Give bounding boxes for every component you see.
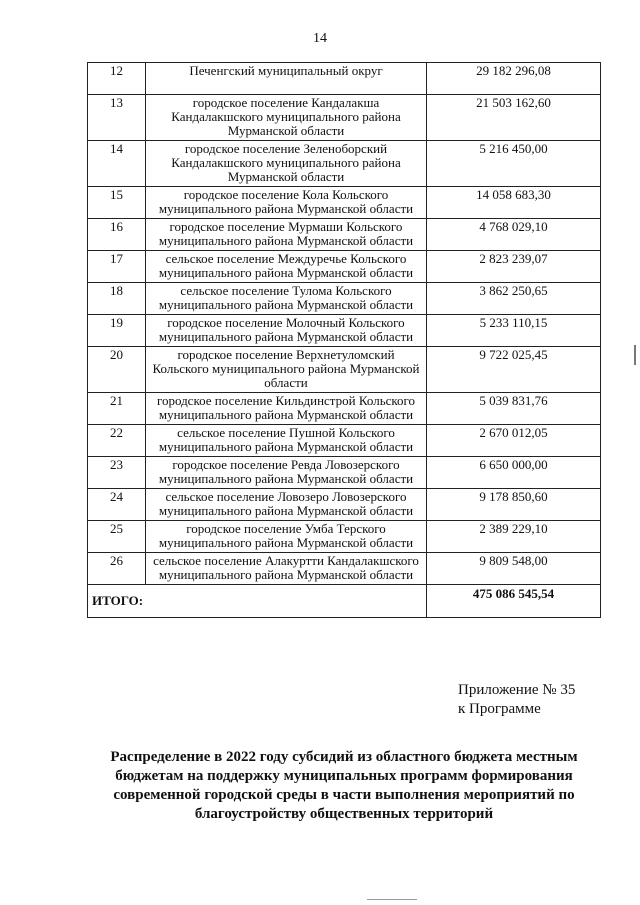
table-row (88, 141, 601, 187)
row-amount: 2 670 012,05 (427, 425, 601, 457)
table-row (88, 521, 601, 553)
row-amount: 9 722 025,45 (427, 347, 601, 393)
row-number: 12 (88, 63, 146, 95)
row-amount: 5 039 831,76 (427, 393, 601, 425)
row-amount: 3 862 250,65 (427, 283, 601, 315)
row-amount: 9 178 850,60 (427, 489, 601, 521)
row-number: 21 (88, 393, 146, 425)
table-row (88, 457, 601, 489)
table-row (88, 553, 601, 585)
document-heading: Распределение в 2022 году субсидий из областного бюджета местным бюджетам на поддержку муниципальных программ формирования современной городской среды в части выполнения мероприятий по благоустройству общественных территорий (110, 749, 578, 822)
page-number: 14 (313, 31, 327, 46)
row-number: 19 (88, 315, 146, 347)
row-name: сельское поселение Ловозеро Ловозерского муниципального района Мурманской области (146, 489, 427, 521)
table-row (88, 425, 601, 457)
row-name: сельское поселение Междуречье Кольского муниципального района Мурманской области (146, 251, 427, 283)
total-amount: 475 086 545,54 (427, 585, 601, 618)
row-number: 23 (88, 457, 146, 489)
row-amount: 5 233 110,15 (427, 315, 601, 347)
row-name: городское поселение Молочный Кольского муниципального района Мурманской области (146, 315, 427, 347)
row-number: 13 (88, 95, 146, 141)
row-amount: 9 809 548,00 (427, 553, 601, 585)
row-name: сельское поселение Алакуртти Кандалакшского муниципального района Мурманской области (146, 553, 427, 585)
row-number: 24 (88, 489, 146, 521)
row-number: 22 (88, 425, 146, 457)
table-row (88, 347, 601, 393)
row-number: 14 (88, 141, 146, 187)
table-row (88, 63, 601, 95)
table-row (88, 315, 601, 347)
appendix-number: Приложение № 35 (458, 682, 576, 698)
row-name: сельское поселение Пушной Кольского муниципального района Мурманской области (146, 425, 427, 457)
row-amount: 29 182 296,08 (427, 63, 601, 95)
table-row (88, 251, 601, 283)
margin-mark (634, 345, 636, 365)
table-row (88, 219, 601, 251)
footer-rule (367, 899, 417, 900)
table-row (88, 393, 601, 425)
row-amount: 2 823 239,07 (427, 251, 601, 283)
row-amount: 21 503 162,60 (427, 95, 601, 141)
total-label: ИТОГО: (88, 585, 427, 618)
row-amount: 14 058 683,30 (427, 187, 601, 219)
subsidy-table (87, 62, 601, 618)
row-number: 20 (88, 347, 146, 393)
row-name: сельское поселение Тулома Кольского муниципального района Мурманской области (146, 283, 427, 315)
row-name: Печенгский муниципальный округ (146, 63, 427, 95)
table-row (88, 187, 601, 219)
row-number: 17 (88, 251, 146, 283)
row-amount: 4 768 029,10 (427, 219, 601, 251)
row-name: городское поселение Зеленоборский Кандалакшского муниципального района Мурманской области (146, 141, 427, 187)
total-row (88, 585, 601, 618)
row-number: 26 (88, 553, 146, 585)
row-name: городское поселение Верхнетуломский Кольского муниципального района Мурманской области (146, 347, 427, 393)
row-name: городское поселение Кильдинстрой Кольского муниципального района Мурманской области (146, 393, 427, 425)
row-number: 16 (88, 219, 146, 251)
row-name: городское поселение Ревда Ловозерского муниципального района Мурманской области (146, 457, 427, 489)
row-amount: 6 650 000,00 (427, 457, 601, 489)
appendix-program: к Программе (458, 701, 541, 717)
table-body (88, 63, 601, 585)
row-amount: 5 216 450,00 (427, 141, 601, 187)
table-row (88, 489, 601, 521)
row-name: городское поселение Кандалакша Кандалакшского муниципального района Мурманской области (146, 95, 427, 141)
appendix-note (458, 681, 575, 719)
row-amount: 2 389 229,10 (427, 521, 601, 553)
table-row (88, 283, 601, 315)
row-number: 15 (88, 187, 146, 219)
row-name: городское поселение Мурмаши Кольского муниципального района Мурманской области (146, 219, 427, 251)
row-number: 25 (88, 521, 146, 553)
row-number: 18 (88, 283, 146, 315)
table-row (88, 95, 601, 141)
row-name: городское поселение Кола Кольского муниципального района Мурманской области (146, 187, 427, 219)
row-name: городское поселение Умба Терского муниципального района Мурманской области (146, 521, 427, 553)
